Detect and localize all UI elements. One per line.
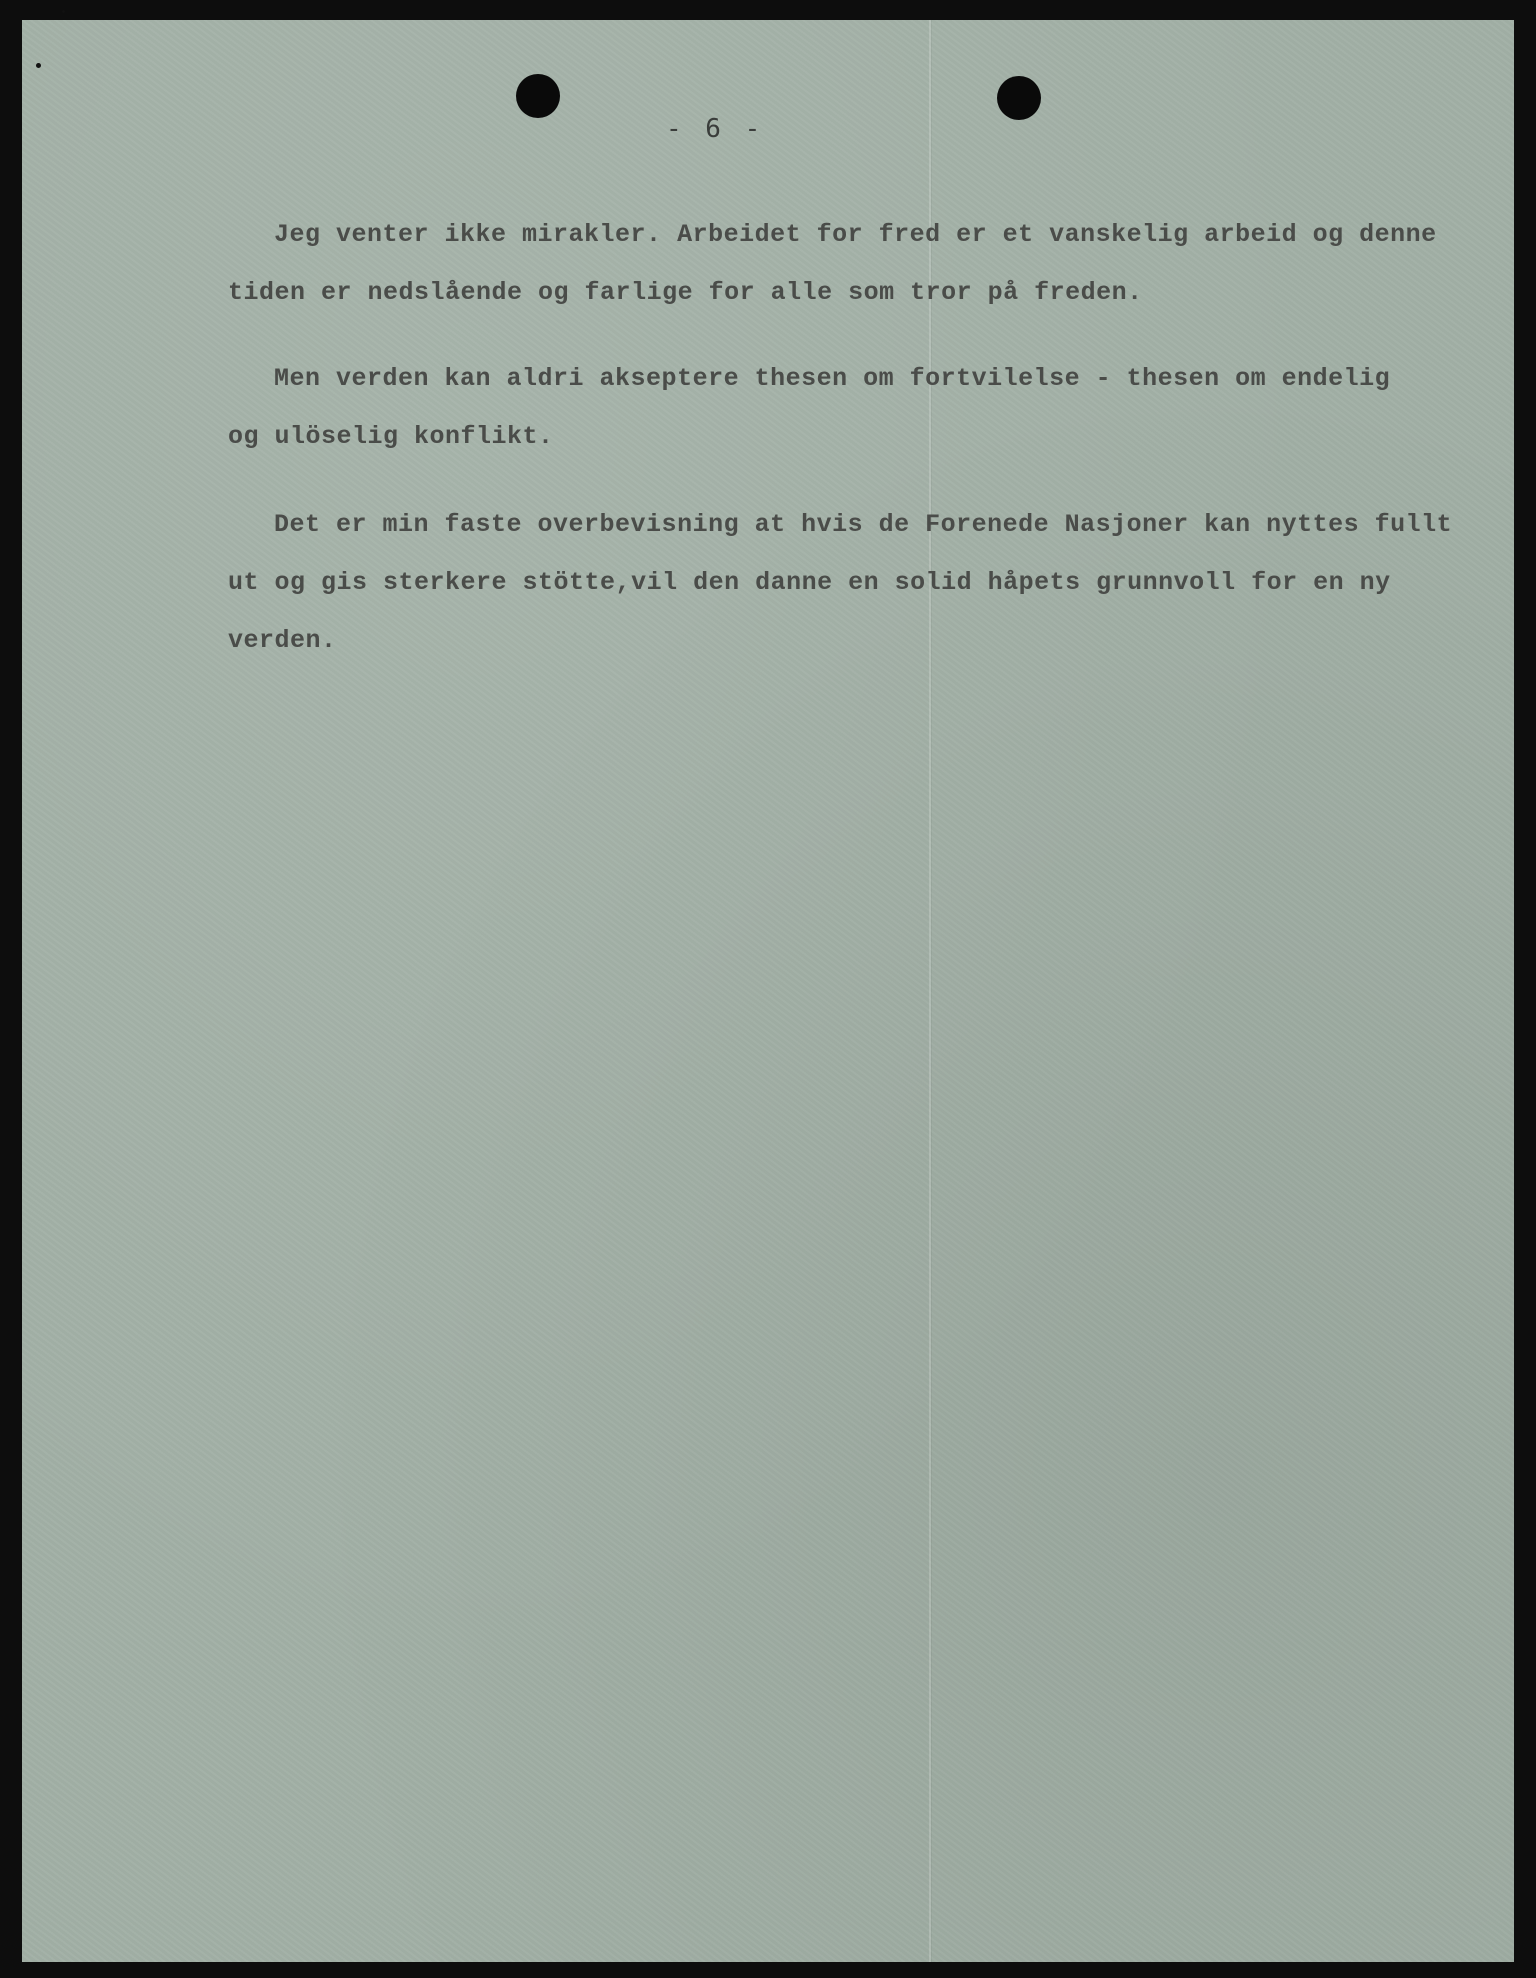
paragraph-line: Men verden kan aldri akseptere thesen om fortvilelse - thesen om endelig [274,364,1391,393]
paragraph-line: Jeg venter ikke mirakler. Arbeidet for fred er et vanskelig arbeid og denne [274,220,1437,249]
paragraph-1 [228,206,1437,322]
paragraph-line: og ulöselig konflikt. [228,422,554,451]
ink-speck [62,10,65,13]
paragraph-line: ut og gis sterkere stötte,vil den danne en solid håpets grunnvoll for en ny [228,568,1391,597]
paragraph-line: verden. [228,626,337,655]
paragraph-3 [228,496,1453,670]
ink-speck [36,63,41,68]
page-number: - 6 - [666,114,765,144]
paragraph-line: Det er min faste overbevisning at hvis de Forenede Nasjoner kan nyttes fullt [274,510,1453,539]
punch-hole-right [997,76,1041,120]
paragraph-2 [228,350,1428,466]
paragraph-line: tiden er nedslående og farlige for alle som tror på freden. [228,278,1143,307]
punch-hole-left [516,74,560,118]
paper-sheet [22,20,1514,1962]
